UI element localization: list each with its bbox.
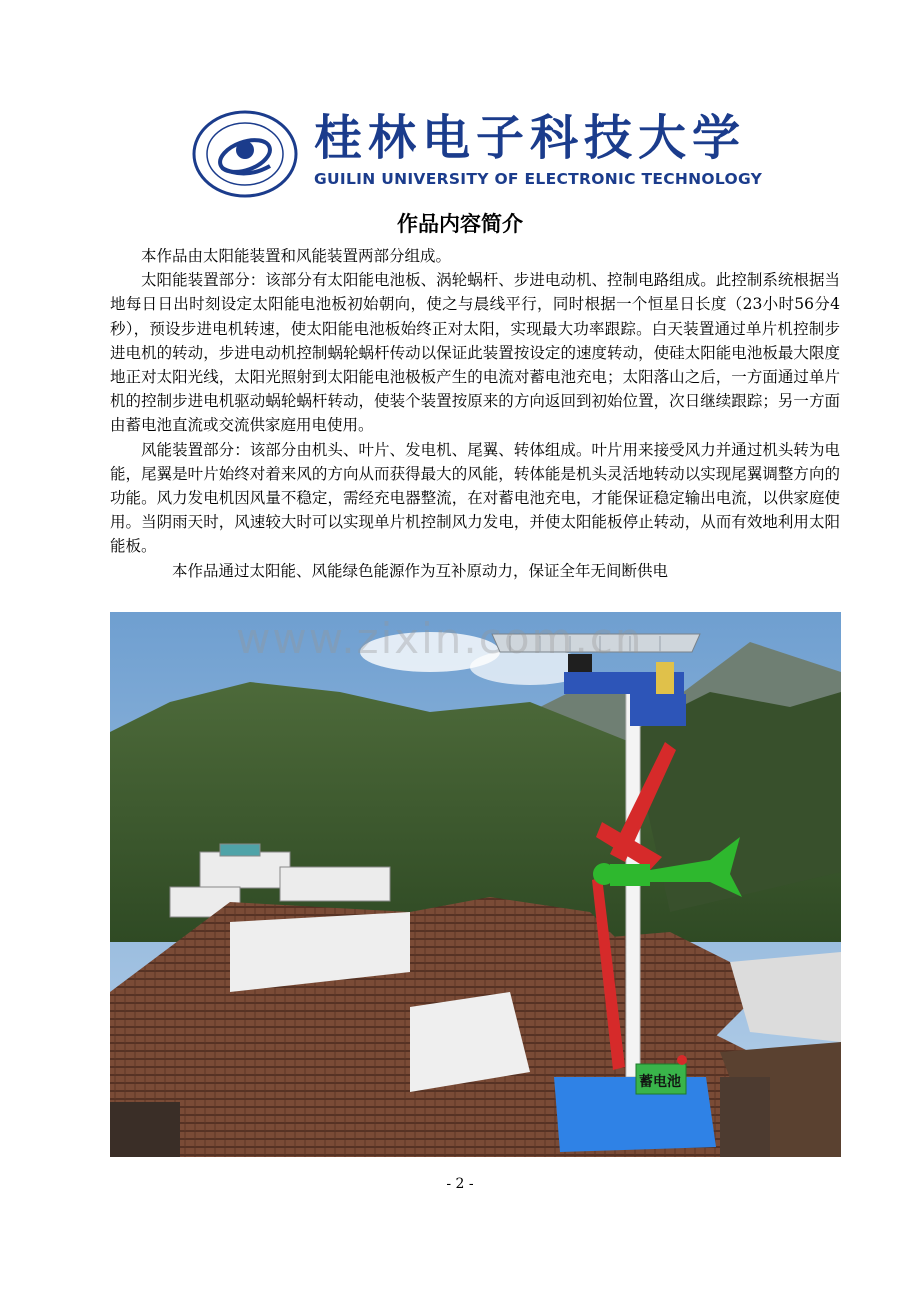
university-header (192, 104, 763, 200)
battery-label: 蓄电池 (639, 1074, 681, 1090)
document-title: 作品内容简介 (397, 212, 523, 236)
university-seal-icon (192, 110, 298, 198)
wind-solar-device-photo (110, 612, 841, 1157)
watermark-text: www.zixin.com.cn (236, 614, 644, 663)
paragraph-2: 太阳能装置部分：该部分有太阳能电池板、涡轮蜗杆、步进电动机、控制电路组成。此控制系统根据当地每日日出时刻设定太阳能电池板初始朝向，使之与晨线平行，同时根据一个恒星日长度（23小时56分4秒），预设步进电机转速，使太阳能电池板始终正对太阳，实现最大功率跟踪。白天装置通过单片机控制步进电机的转动，步进电动机控制蜗轮蜗杆传动以保证此装置按设定的速度转动，使硅太阳能电池板最大限度地正对太阳光线，太阳光照射到太阳能电池极板产生的电流对蓄电池充电；太阳落山之后，一方面通过单片机的控制步进电机驱动蜗轮蜗杆转动，使装个装置按原来的方向返回到初始位置，次日继续跟踪；另一方面由蓄电池直流或交流供家庭用电使用。 (110, 271, 840, 435)
paragraph-3: 风能装置部分：该部分由机头、叶片、发电机、尾翼、转体组成。叶片用来接受风力并通过机头转为电能，尾翼是叶片始终对着来风的方向从而获得最大的风能，转体能是机头灵活地转动以实现尾翼调整方向的功能。风力发电机因风量不稳定，需经充电器整流，在对蓄电池充电，才能保证稳定输出电流，以供家庭使用。当阴雨天时，风速较大时可以实现单片机控制风力发电，并使太阳能板停止转动，从而有效地利用太阳能板。 (110, 440, 840, 556)
page-number: - 2 - (446, 1176, 474, 1192)
university-name-cn: 桂林电子科技大学 (314, 110, 747, 166)
university-name-en: GUILIN UNIVERSITY OF ELECTRONIC TECHNOLOGY (314, 170, 763, 188)
paragraph-4: 本作品通过太阳能、风能绿色能源作为互补原动力，保证全年无间断供电 (172, 561, 669, 580)
paragraph-1: 本作品由太阳能装置和风能装置两部分组成。 (141, 247, 452, 265)
document-body (110, 244, 840, 583)
